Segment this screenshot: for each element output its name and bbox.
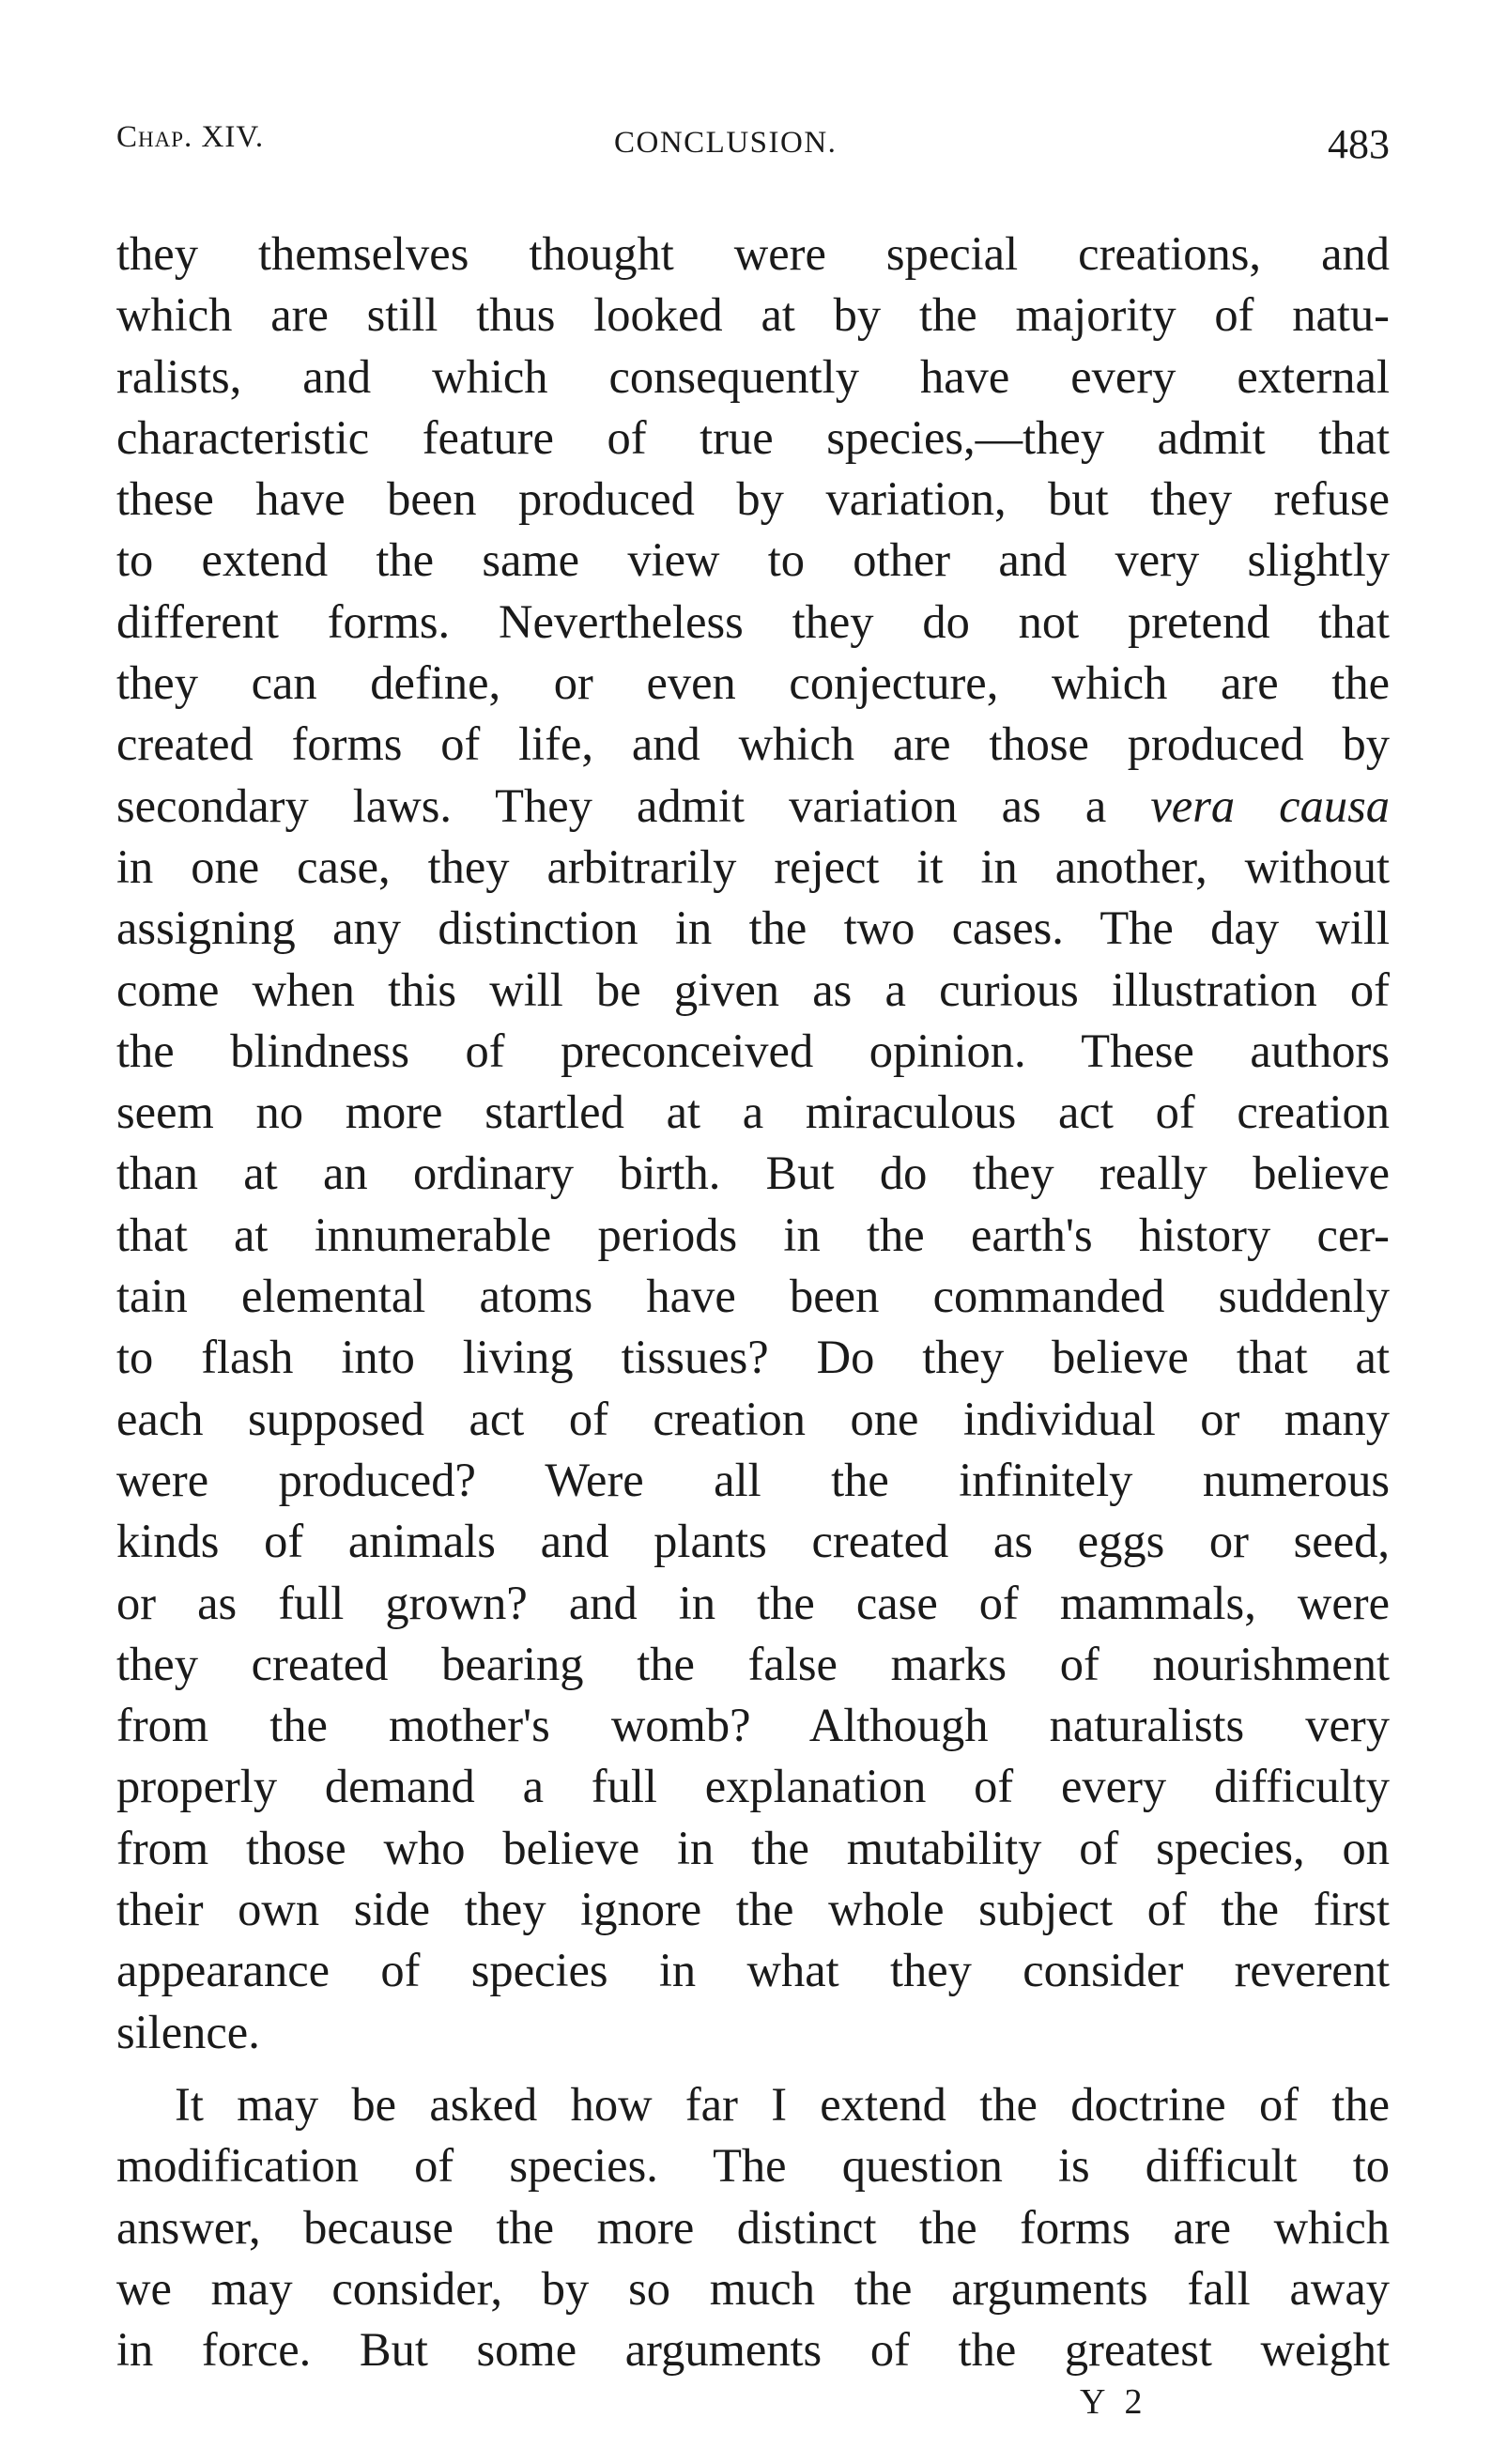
text-line: created forms of life, and which are those produced by [116,717,1390,771]
text-line: modification of species. The question is difficult to [116,2139,1390,2193]
text-line: these have been produced by variation, but they refuse [116,472,1390,526]
paragraph-1 [116,223,1390,2063]
text-line: answer, because the more distinct the forms are which [116,2200,1390,2254]
text-line: each supposed act of creation one individual or many [116,1392,1390,1445]
text-line: that at innumerable periods in the earth's history cer- [116,1208,1390,1261]
text-line: tain elemental atoms have been commanded suddenly [116,1270,1390,1323]
text-line: come when this will be given as a curious illustration of [116,962,1390,1016]
text-line: different forms. Nevertheless they do not pretend that [116,594,1390,648]
body-text [116,223,1390,2380]
text-line: appearance of species in what they consider reverent [116,1944,1390,1997]
text-line: properly demand a full explanation of every difficulty [116,1760,1390,1813]
text-line: in force. But some arguments of the greatest weight [116,2323,1390,2377]
text-line: to flash into living tissues? Do they believe that at [116,1331,1390,1384]
text-line: they themselves thought were special creations, and [116,227,1390,280]
page-number: 483 [1328,121,1390,167]
text-line: which are still thus looked at by the majority of natu- [116,288,1390,342]
text-line: or as full grown? and in the case of mammals, were [116,1576,1390,1629]
text-line: they created bearing the false marks of nourishment [116,1637,1390,1690]
text-line: in one case, they arbitrarily reject it in another, without [116,839,1390,893]
paragraph-gap [116,2063,1390,2074]
text-segment: secondary laws. They admit variation as a [116,778,1107,832]
text-line: kinds of animals and plants created as eggs or seed, [116,1515,1390,1568]
text-line: assigning any distinction in the two cases. The day will [116,901,1390,955]
paragraph-2 [116,2074,1390,2380]
chapter-label: Chap. XIV. [116,120,265,154]
text-line: we may consider, by so much the arguments fall away [116,2261,1390,2315]
text-line: seem no more startled at a miraculous act of creation [116,1086,1390,1139]
running-head [116,120,1390,177]
text-line: It may be asked how far I extend the doctrine of the [175,2077,1390,2131]
text-line-with-italic [116,776,1390,837]
text-line: than at an ordinary birth. But do they really believe [116,1147,1390,1200]
signature-mark: Y 2 [1080,2382,1148,2422]
text-line: to extend the same view to other and very slightly [116,533,1390,587]
text-line: from those who believe in the mutability of species, on [116,1821,1390,1874]
text-line: characteristic feature of true species,—they admit that [116,410,1390,464]
text-line: from the mother's womb? Although naturalists very [116,1699,1390,1752]
text-line: their own side they ignore the whole subject of the first [116,1883,1390,1936]
italic-phrase: vera causa [1150,778,1390,832]
chapter-title: CONCLUSION. [614,126,838,160]
text-line: the blindness of preconceived opinion. These authors [116,1024,1390,1077]
text-line: silence. [116,2005,260,2058]
text-line: ralists, and which consequently have every external [116,349,1390,403]
text-line: were produced? Were all the infinitely numerous [116,1453,1390,1506]
text-line: they can define, or even conjecture, which are the [116,656,1390,710]
